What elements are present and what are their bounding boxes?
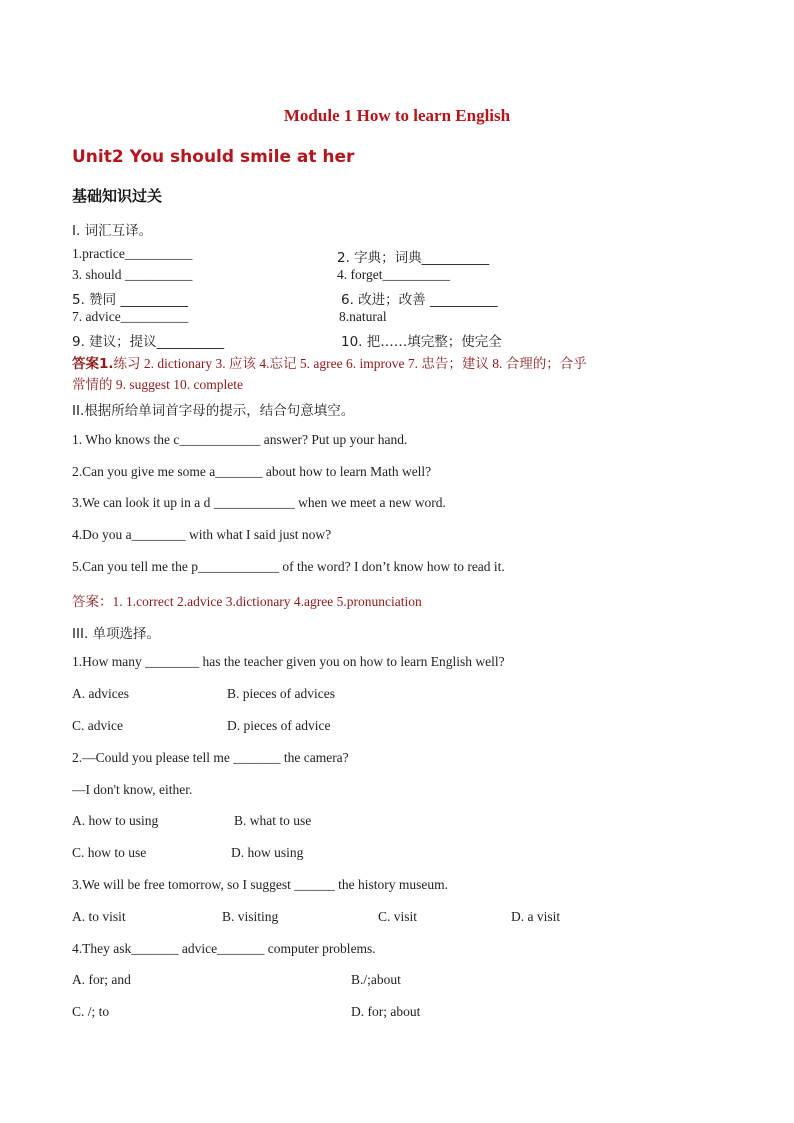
q3-option-d: D. a visit [511, 909, 561, 924]
q4-option-a: A. for; and [72, 972, 131, 987]
q2-reply: —I don't know, either. [72, 782, 193, 797]
vocab-item-2: 2. 字典；词典__________ [337, 250, 490, 266]
unit-title: Unit2 You should smile at her [72, 147, 355, 167]
part1-answer-line2: 常情的 9. suggest 10. complete [72, 377, 243, 392]
vocab-item-5: 5. 赞同 __________ [72, 292, 188, 308]
q1-option-a: A. advices [72, 686, 129, 701]
part1-answer-line1 [72, 352, 587, 372]
q3-option-c: C. visit [378, 909, 418, 924]
q2-option-a: A. how to using [72, 813, 159, 828]
part2-question-3: 3.We can look it up in a d ____________ when we meet a new word. [72, 495, 446, 510]
q4-option-b: B./;about [351, 972, 401, 987]
part3-question-2: 2.—Could you please tell me _______ the camera? [72, 750, 349, 765]
module-title: Module 1 How to learn English [283, 106, 511, 125]
q1-option-d: D. pieces of advice [227, 718, 331, 733]
vocab-item-4: 4. forget__________ [337, 267, 450, 282]
vocab-item-8: 8.natural [339, 309, 387, 324]
part3-question-4: 4.They ask_______ advice_______ computer problems. [72, 941, 376, 956]
part2-answer: 答案：1. 1.correct 2.advice 3.dictionary 4.agree 5.pronunciation [72, 594, 422, 609]
q4-option-d: D. for; about [351, 1004, 421, 1019]
q2-option-c: C. how to use [72, 845, 147, 860]
q2-option-d: D. how using [231, 845, 304, 860]
part1-answer-label: 答案1. [72, 356, 114, 372]
part1-heading: I. 词汇互译。 [72, 223, 153, 239]
vocab-item-9: 9. 建议；提议__________ [72, 334, 225, 350]
q4-option-c: C. /; to [72, 1004, 110, 1019]
part2-question-1: 1. Who knows the c____________ answer? Put up your hand. [72, 432, 408, 447]
q3-option-a: A. to visit [72, 909, 126, 924]
vocab-item-10: 10. 把……填完整；使完全 [341, 334, 502, 350]
part3-question-3: 3.We will be free tomorrow, so I suggest ______ the history museum. [72, 877, 448, 892]
part2-question-4: 4.Do you a________ with what I said just now? [72, 527, 332, 542]
part2-question-2: 2.Can you give me some a_______ about how to learn Math well? [72, 464, 432, 479]
section-title: 基础知识过关 [72, 187, 163, 205]
part1-answer-text: 练习 2. dictionary 3. 应该 4.忘记 5. agree 6. improve 7. 忠告；建议 8. 合理的；合乎 [113, 356, 587, 371]
q3-option-b: B. visiting [222, 909, 279, 924]
q1-option-c: C. advice [72, 718, 123, 733]
vocab-item-3: 3. should __________ [72, 267, 193, 282]
part3-heading: III. 单项选择。 [72, 626, 161, 642]
vocab-item-6: 6. 改进；改善 __________ [341, 292, 498, 308]
q2-option-b: B. what to use [234, 813, 312, 828]
q1-option-b: B. pieces of advices [227, 686, 335, 701]
part2-question-5: 5.Can you tell me the p____________ of the word? I don’t know how to read it. [72, 559, 505, 574]
part3-question-1: 1.How many ________ has the teacher given you on how to learn English well? [72, 654, 505, 669]
part2-heading: II.根据所给单词首字母的提示，结合句意填空。 [72, 403, 355, 419]
vocab-item-1: 1.practice__________ [72, 246, 193, 261]
vocab-item-7: 7. advice__________ [72, 309, 189, 324]
